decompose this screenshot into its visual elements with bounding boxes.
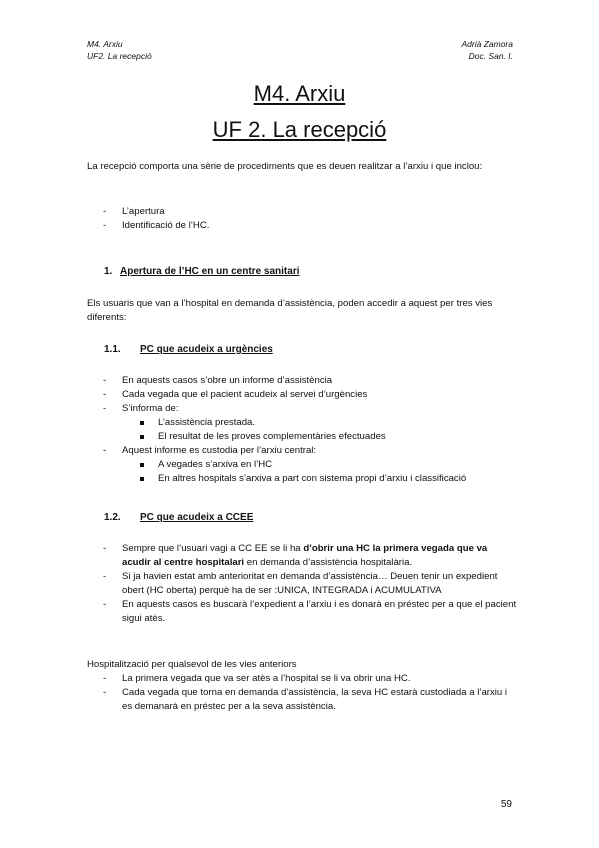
list-item: - Cada vegada que torna en demanda d’assistència, la seva HC estarà custodiada a l’arxiu i es demanarà en préstec per a la seva assistència. (103, 687, 508, 712)
page-number: 59 (500, 799, 512, 810)
hospital-heading: Hospitalització per qualsevol de les vies anteriors (87, 659, 297, 670)
list-item: - La primera vegada que va ser atès a l’hospital se li va obrir una HC. (103, 673, 411, 684)
header-author: Adrià Zamora (461, 39, 513, 49)
ccee-list (103, 542, 518, 626)
list-item: - En aquests casos es buscarà l’expedient a l’arxiu i es donarà en préstec per a que el pacient sigui atès. (103, 599, 517, 624)
square-bullet-icon (140, 477, 144, 481)
list-item: - Identificació de l’HC. (103, 220, 210, 231)
dash-bullet: - (103, 543, 107, 554)
list-item: - S’informa de: L’assistència prestada. El resultat de les proves complementàries efectuades (103, 402, 518, 444)
header-left (87, 38, 152, 62)
dash-bullet: - (103, 687, 107, 698)
sub-list-item: L’assistència prestada. (140, 416, 518, 430)
header-right (462, 38, 514, 62)
dash-bullet: - (103, 403, 107, 414)
section-heading-1: 1. Apertura de l’HC en un centre sanitari (104, 266, 300, 277)
dash-bullet: - (103, 673, 107, 684)
dash-bullet: - (103, 571, 107, 582)
header-course: Doc. San. I. (468, 51, 513, 61)
intro-paragraph: La recepció comporta una sèrie de procediments que es deuen realitzar a l’arxiu i que inclou: (87, 161, 483, 172)
list-item: - Si ja havien estat amb anterioritat en demanda d’assistència… Deuen tenir un expedient obert (HC oberta) perquè ha de ser :UNICA, INTEGRADA i ACUMULATIVA (103, 571, 498, 596)
square-bullet-icon (140, 463, 144, 467)
dash-bullet: - (103, 389, 107, 400)
section-1-paragraph: Els usuaris que van a l’hospital en demanda d’assistència, poden accedir a aquest per tres vies diferents: (87, 298, 493, 323)
dash-bullet: - (103, 375, 107, 386)
header-module: M4. Arxiu (87, 39, 123, 49)
urgencies-list (103, 374, 518, 486)
hospital-list (103, 672, 518, 714)
dash-bullet: - (103, 206, 107, 217)
square-bullet-icon (140, 421, 144, 425)
list-item: - Aquest informe es custodia per l’arxiu central: A vegades s’arxiva en l’HC En altres hospitals s’arxiva a part con sistema propi d’arxiu i classificació (103, 444, 518, 486)
dash-bullet: - (103, 445, 107, 456)
header-unit: UF2. La recepció (87, 51, 152, 61)
sub-list-item: En altres hospitals s’arxiva a part con sistema propi d’arxiu i classificació (140, 472, 518, 486)
section-heading-1-2: 1.2. PC que acudeix a CCEE (104, 512, 254, 523)
section-heading-1-1: 1.1. PC que acudeix a urgències (104, 344, 273, 355)
sub-list-item: El resultat de les proves complementàries efectuades (140, 430, 518, 444)
dash-bullet: - (103, 220, 107, 231)
list-item: - En aquests casos s’obre un informe d’assistència (103, 375, 333, 386)
dash-bullet: - (103, 599, 107, 610)
square-bullet-icon (140, 435, 144, 439)
sub-list-item: A vegades s’arxiva en l’HC (140, 458, 518, 472)
list-item: - Cada vegada que el pacient acudeix al servei d’urgències (103, 389, 368, 400)
sub-list (122, 416, 518, 444)
list-item: - Sempre que l’usuari vagi a CC EE se li ha d’obrir una HC la primera vegada que va acudir al centre hospitalari en demanda d’assistència hospitalària. (103, 543, 488, 568)
page-title: M4. Arxiu (253, 81, 346, 106)
sub-list (122, 458, 518, 486)
list-item: - L’apertura (103, 206, 165, 217)
page-subtitle: UF 2. La recepció (212, 117, 387, 142)
intro-list (103, 205, 518, 233)
